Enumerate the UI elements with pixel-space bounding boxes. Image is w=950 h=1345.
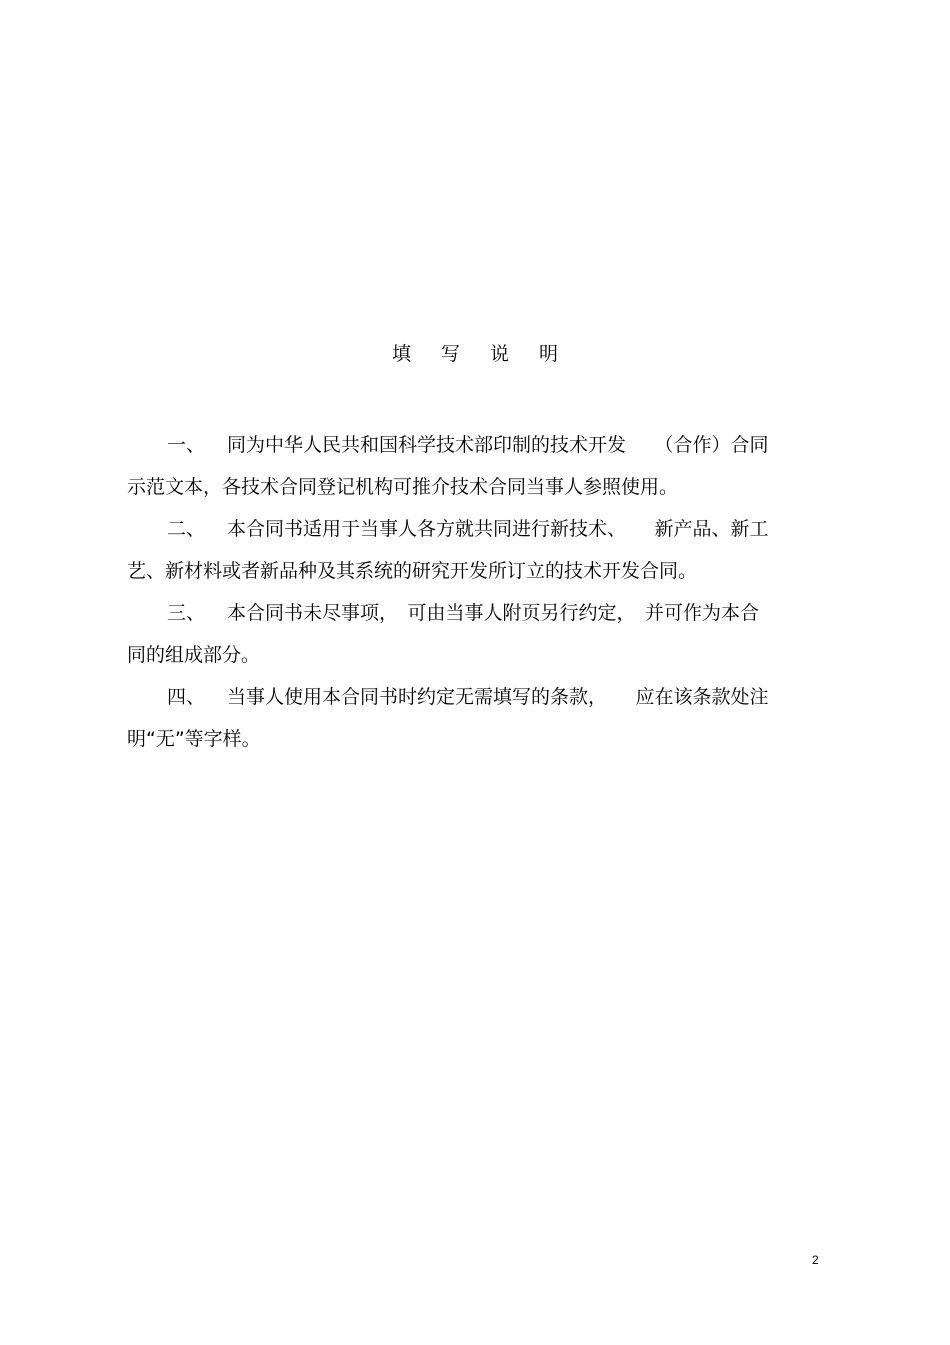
instruction-line: 同的组成部分。 [127, 644, 261, 666]
instruction-line [127, 508, 827, 550]
page-number: 2 [812, 1253, 819, 1267]
instruction-line [127, 592, 827, 634]
instruction-line [127, 424, 827, 466]
instructions-body [127, 424, 827, 760]
item-text: 同为中华人民共和国科学技术部印制的技术开发 （合作）合同 [227, 434, 769, 456]
item-number: 四、 [167, 686, 206, 708]
item-number: 三、 [167, 602, 206, 624]
instruction-item-1 [127, 424, 827, 508]
instruction-item-4 [127, 676, 827, 760]
item-text: 当事人使用本合同书时约定无需填写的条款， 应在该条款处注 [227, 686, 769, 708]
instruction-line: 明“无”等字样。 [127, 728, 261, 750]
title-char: 说 [490, 343, 510, 365]
title-char: 写 [440, 343, 460, 365]
item-text: 本合同书未尽事项， 可由当事人附页另行约定， 并可作为本合 [227, 602, 760, 624]
instruction-item-3 [127, 592, 827, 676]
item-number: 一、 [167, 434, 206, 456]
title-char: 明 [539, 343, 559, 365]
instruction-line [127, 676, 827, 718]
instruction-line: 示范文本，各技术合同登记机构可推介技术合同当事人参照使用。 [127, 476, 679, 498]
item-number: 二、 [167, 518, 206, 540]
page-title [0, 340, 950, 368]
item-text: 本合同书适用于当事人各方就共同进行新技术、 新产品、新工 [227, 518, 769, 540]
instruction-line: 艺、新材料或者新品种及其系统的研究开发所订立的技术开发合同。 [127, 560, 698, 582]
instruction-item-2 [127, 508, 827, 592]
title-char: 填 [391, 343, 411, 365]
